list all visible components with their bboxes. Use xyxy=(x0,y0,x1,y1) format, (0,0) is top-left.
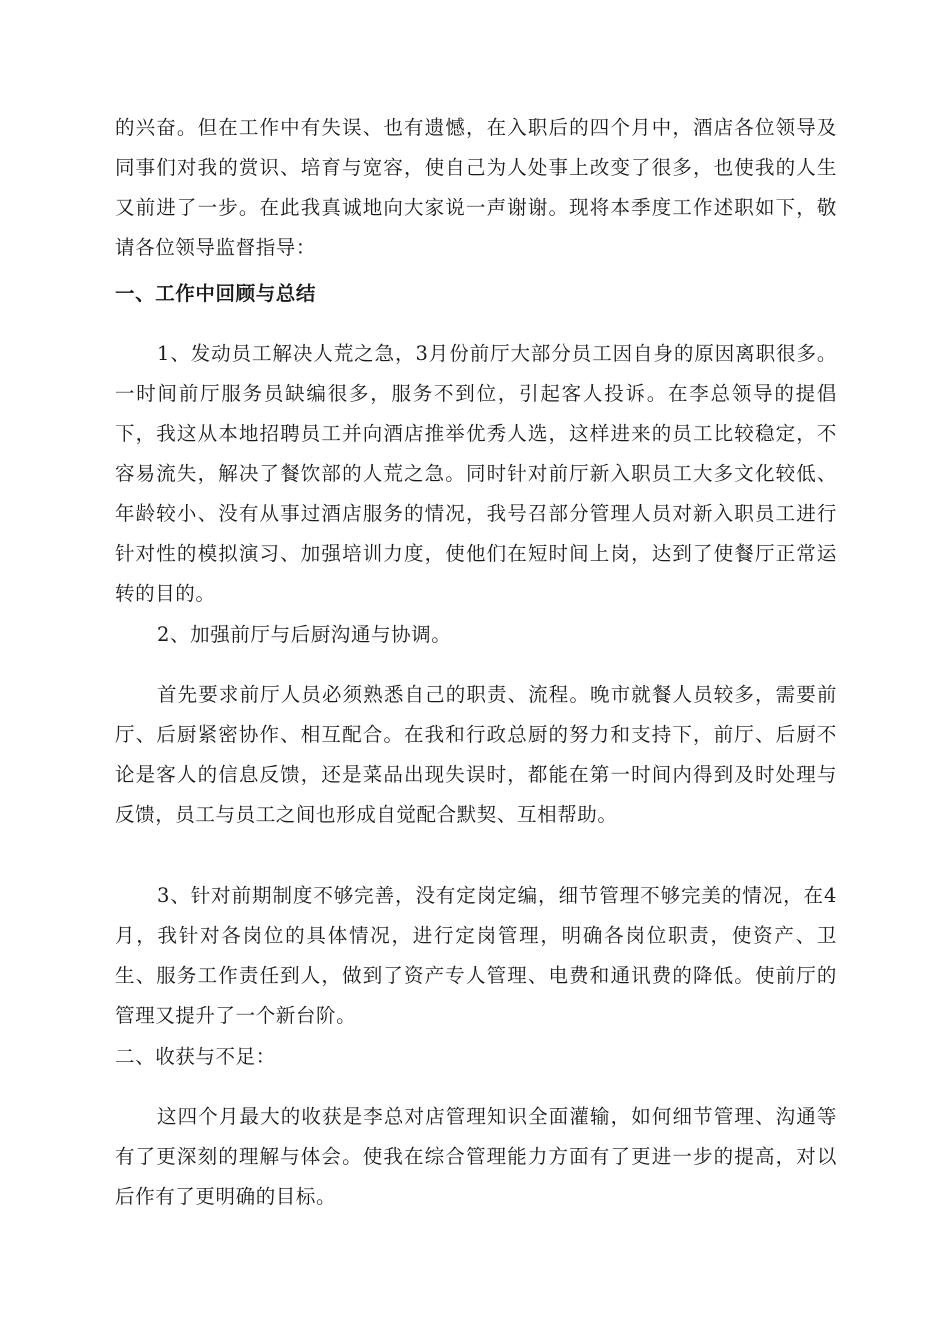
paragraph-gains xyxy=(115,1097,837,1217)
section-heading-review xyxy=(115,274,837,314)
paragraph-intro-continued xyxy=(115,108,837,268)
paragraph-text: 首先要求前厅人员必须熟悉自己的职责、流程。晚市就餐人员较多，需要前厅、后厨紧密协作、相互配合。在我和行政总厨的努力和支持下，前厅、后厨不论是客人的信息反馈，还是菜品出现失误时，都能在第一时间内得到及时处理与反馈，员工与员工之间也形成自觉配合默契、互相帮助。 xyxy=(115,683,837,826)
paragraph-text: 3、针对前期制度不够完善，没有定岗定编，细节管理不够完美的情况，在4月，我针对各岗位的具体情况，进行定岗管理，明确各岗位职责，使资产、卫生、服务工作责任到人，做到了资产专人管理、电费和通讯费的降低。使前厅的管理又提升了一个新台阶。 xyxy=(115,884,837,1027)
paragraph-item-3 xyxy=(115,876,837,1036)
section-heading-gains xyxy=(115,1037,837,1077)
paragraph-text: 的兴奋。但在工作中有失误、也有遗憾，在入职后的四个月中，酒店各位领导及同事们对我的赏识、培育与宽容，使自己为人处事上改变了很多，也使我的人生又前进了一步。在此我真诚地向大家说一声谢谢。现将本季度工作述职如下，敬请各位领导监督指导： xyxy=(115,116,837,259)
heading-text: 二、收获与不足： xyxy=(115,1045,276,1068)
paragraph-text: 2、加强前厅与后厨沟通与协调。 xyxy=(157,623,452,646)
paragraph-item-2-body xyxy=(115,675,837,835)
paragraph-item-1 xyxy=(115,334,837,614)
paragraph-item-2-title xyxy=(115,615,837,655)
paragraph-text: 这四个月最大的收获是李总对店管理知识全面灌输，如何细节管理、沟通等有了更深刻的理解与体会。使我在综合管理能力方面有了更进一步的提高，对以后作有了更明确的目标。 xyxy=(115,1105,837,1208)
paragraph-text: 1、发动员工解决人荒之急，3月份前厅大部分员工因自身的原因离职很多。一时间前厅服务员缺编很多，服务不到位，引起客人投诉。在李总领导的提倡下，我这从本地招聘员工并向酒店推举优秀人选，这样进来的员工比较稳定，不容易流失，解决了餐饮部的人荒之急。同时针对前厅新入职员工大多文化较低、年龄较小、没有从事过酒店服务的情况，我号召部分管理人员对新入职员工进行针对性的模拟演习、加强培训力度，使他们在短时间上岗，达到了使餐厅正常运转的目的。 xyxy=(115,342,837,605)
heading-text: 一、工作中回顾与总结 xyxy=(115,282,317,305)
